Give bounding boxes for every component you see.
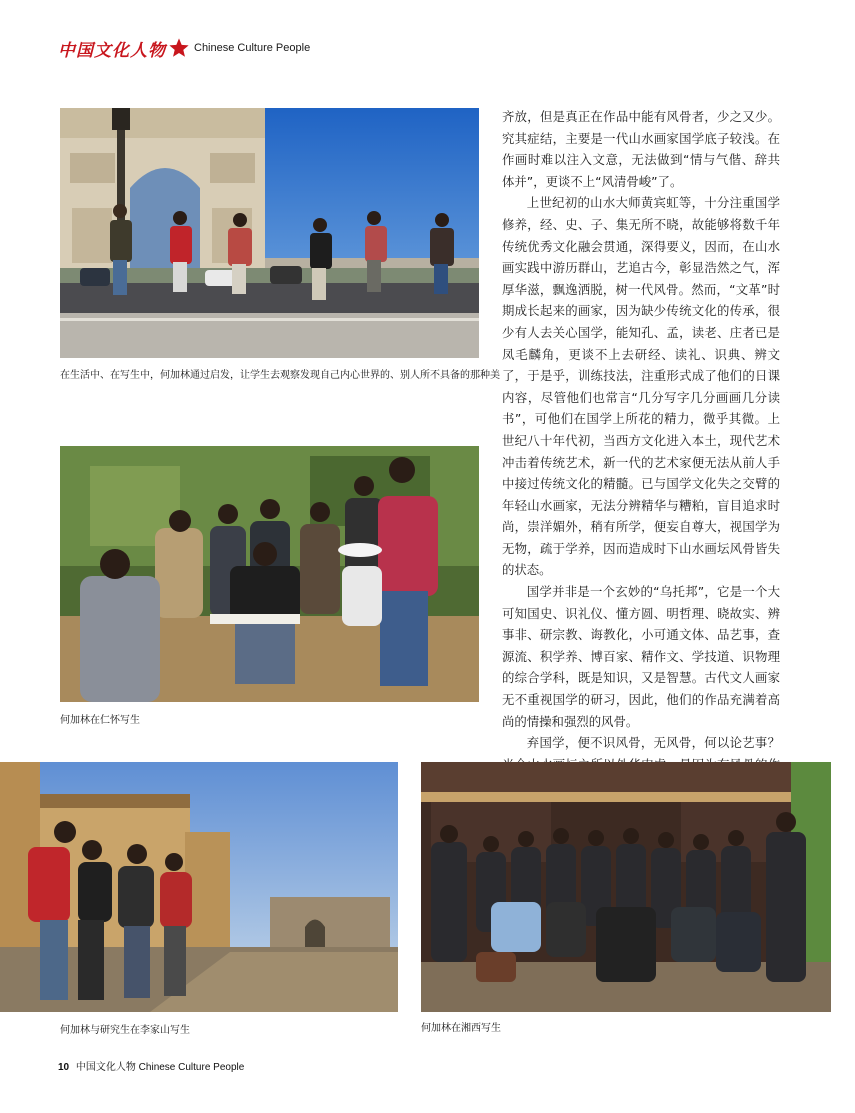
- photo-caption-4: 何加林在湘西写生: [421, 1023, 501, 1034]
- article-body: [502, 106, 780, 819]
- page-footer: [58, 1058, 244, 1073]
- photo-arc-de-triomphe: [60, 108, 479, 358]
- page-number: 10: [58, 1062, 70, 1073]
- photo-caption-3: 何加林与研究生在李家山写生: [60, 1025, 190, 1036]
- star-icon: [168, 37, 190, 59]
- article-paragraph: 齐放，但是真正在作品中能有风骨者，少之又少。究其症结，主要是一代山水画家国学底子较浅。在作画时难以注入文意，无法做到“情与气偕、辞共体并”，更谈不上“风清骨峻”了。: [502, 109, 780, 189]
- magazine-logo-cn: 中国文化人物: [58, 40, 166, 61]
- magazine-logo-en: Chinese Culture People: [194, 42, 311, 54]
- article-paragraph: 国学并非是一个玄妙的“乌托邦”，它是一个大可知国史、识礼仪、懂方圆、明哲理、晓故实、辨事非、研宗教、诲教化，小可通文体、品艺事，查源流、积学养、博百家、精作文、学技道、识物理的综合学科，既是知识，又是智慧。古代文人画家无不重视国学的研习，因此，他们的作品充满着高尚的情操和强烈的风骨。: [502, 584, 780, 729]
- footer-label: 中国文化人物 Chinese Culture People: [75, 1062, 245, 1073]
- article-paragraph: 弃国学，便不识风骨，无风骨，何以论艺事？: [526, 735, 780, 751]
- photo-lijiashan-sketching: [0, 762, 398, 1012]
- article-paragraph: 上世纪初的山水大师黄宾虹等，十分注重国学修养，经、史、子、集无所不晓，故能够将数千年传统优秀文化融会贯通，深得要义，因而，在山水画实践中游历群山，艺追古今，彰显浩然之气，浑厚华滋，飘逸洒脱，树一代风骨。然而，“文革”时期成长起来的画家，因为缺少传统文化的传承，很少有人去关心国学，能知孔、孟，读老、庄者已是凤毛麟角，更谈不上去研经、读礼、识典、辨文了，于是乎，训练技法，注重形式成了他们的日课内容，尽管他们也常言“几分写字几分画画几分读书”，可他们在国学上所花的精力，微乎其微。上世纪八十年代初，当西方文化进入本土，现代艺术冲击着传统艺术，新一代的艺术家便无法从前人手中接过传统文化的精髓。已与国学文化失之交臂的年轻山水画家，无法分辨精华与糟粕，盲目追求时尚，崇洋媚外，稍有所学，便妄自尊大，视国学为无物，疏于学养，因而造成时下山水画坛风骨皆失的状态。: [502, 195, 780, 578]
- photo-xiangxi-group: [421, 762, 831, 1012]
- photo-caption-2: 何加林在仁怀写生: [60, 715, 140, 726]
- photo-caption-1: 在生活中、在写生中，何加林通过启发，让学生去观察发现自己内心世界的、别人所不具备的那种美: [60, 370, 500, 381]
- photo-renhuai-sketching: [60, 446, 479, 702]
- magazine-header: [58, 34, 310, 62]
